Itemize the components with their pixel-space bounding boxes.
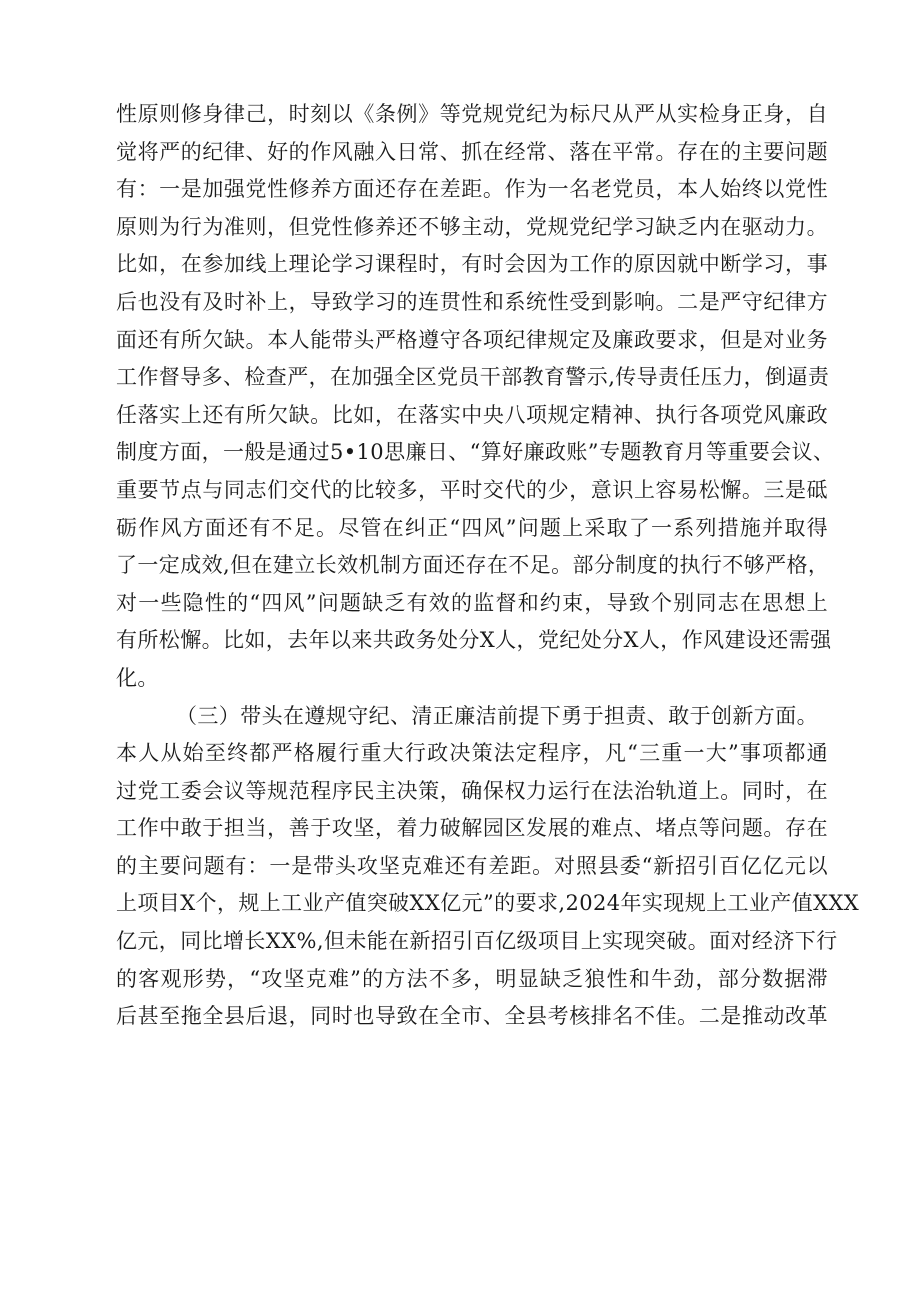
text-line: 性原则修身律己，时刻以《条例》等党规党纪为标尺从严从实检身正身，自 <box>116 102 828 126</box>
text-line: 本人从始至终都严格履行重大行政决策法定程序，凡“三重一大”事项都通 <box>116 741 828 766</box>
text-line: 亿元，同比增长XX%,但未能在新招引百亿级项目上实现突破。面对经济下行 <box>116 929 838 954</box>
text-line: 有：一是加强党性修养方面还存在差距。作为一名老党员，本人始终以党性 <box>116 177 828 202</box>
text-line: 化。 <box>116 665 159 690</box>
text-line: 有所松懈。比如，去年以来共政务处分X人，党纪处分X人，作风建设还需强 <box>116 628 832 653</box>
text-line: 对一些隐性的“四风”问题缺乏有效的监督和约束，导致个别同志在思想上 <box>116 590 828 615</box>
section-heading: （三）带头在遵规守纪、清正廉洁前提下勇于担责、敢于创新方面。 <box>176 703 818 728</box>
text-line: 工作督导多、检查严，在加强全区党员干部教育警示,传导责任压力，倒逼责 <box>116 365 830 390</box>
text-line: 上项目X个，规上工业产值突破XX亿元”的要求,2024年实现规上工业产值XXX <box>116 891 860 916</box>
text-line: 觉将严的纪律、好的作风融入日常、抓在经常、落在平常。存在的主要问题 <box>116 139 828 164</box>
text-line: 重要节点与同志们交代的比较多，平时交代的少，意识上容易松懈。三是砥 <box>116 477 828 502</box>
paragraph-2 <box>116 698 860 1036</box>
text-line: 后甚至拖全县后退，同时也导致在全市、全县考核排名不佳。二是推动改革 <box>116 1004 828 1029</box>
text-line: 比如，在参加线上理论学习课程时，有时会因为工作的原因就中断学习，事 <box>116 252 828 277</box>
document-body <box>116 96 860 1036</box>
text-line: 原则为行为准则，但党性修养还不够主动，党规党纪学习缺乏内在驱动力。 <box>116 214 828 239</box>
text-line: 制度方面，一般是通过5•10思廉日、“算好廉政账”专题教育月等重要会议、 <box>116 440 835 465</box>
text-line: 的主要问题有：一是带头攻坚克难还有差距。对照县委“新招引百亿亿元以 <box>116 853 828 878</box>
text-line: 面还有所欠缺。本人能带头严格遵守各项纪律规定及廉政要求，但是对业务 <box>116 327 828 352</box>
text-line: 工作中敢于担当，善于攻坚，着力破解园区发展的难点、堵点等问题。存在 <box>116 816 828 841</box>
text-line: 过党工委会议等规范程序民主决策，确保权力运行在法治轨道上。同时，在 <box>116 778 828 803</box>
paragraph-1 <box>116 96 835 698</box>
text-line: 后也没有及时补上，导致学习的连贯性和系统性受到影响。二是严守纪律方 <box>116 289 828 314</box>
text-line: 任落实上还有所欠缺。比如，在落实中央八项规定精神、执行各项党风廉政 <box>116 402 828 427</box>
text-line: 了一定成效,但在建立长效机制方面还存在不足。部分制度的执行不够严格， <box>116 553 830 578</box>
text-line: 砺作风方面还有不足。尽管在纠正“四风”问题上采取了一系列措施并取得 <box>116 515 828 540</box>
text-line: 的客观形势，“攻坚克难”的方法不多，明显缺乏狼性和牛劲，部分数据滞 <box>116 966 828 991</box>
